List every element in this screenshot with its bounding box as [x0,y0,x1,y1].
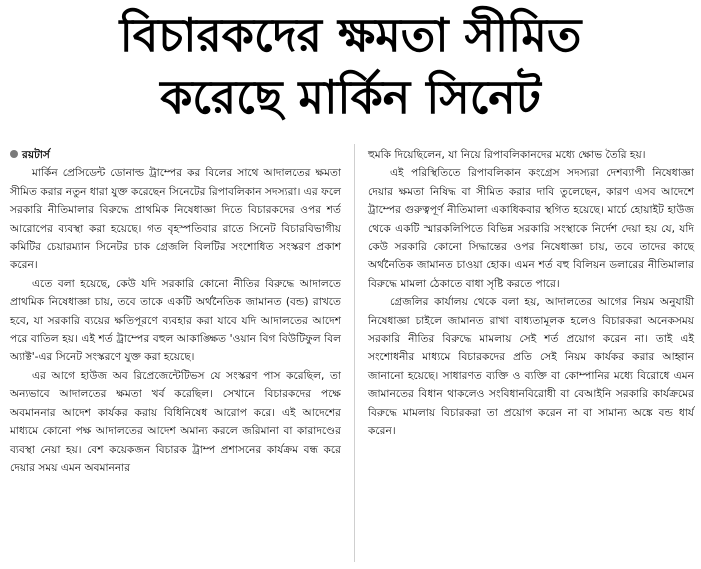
headline-line-2: করেছে মার্কিন সিনেট [160,70,541,124]
paragraph: গ্রেজলির কার্যালয় থেকে বলা হয়, আদালতের আগের নিয়ম অনুযায়ী নিষেধাজ্ঞা চাইলে জামানত রাখা বাধ্যতামূলক হলেও বিচারকরা অনেকসময় সরকারি নীতির বিরুদ্ধে মামলায় সেই শর্ত প্রয়োগ করেন না। তাই এই সংশোধনীর মাধ্যমে বিচারকদের প্রতি সেই নিয়ম কার্যকর করার আহ্বান জানানো হয়েছে। সাধারণত ব্যক্তি ও ব্যক্তি বা কোম্পানির মধ্যে বিরোধে এমন জামানতের বিধান থাকলেও সংবিধানবিরোধী বা বেআইনি সরকারি কার্যক্রমের বিরুদ্ধে মামলায় বিচারকরা তা প্রয়োগ করেন না বা সামান্য অঙ্কে বন্ড ধার্য করেন। [368,296,694,438]
byline [10,146,341,164]
bullet-icon [10,150,18,158]
left-column [10,146,341,477]
paragraph: এই পরিস্থিতিতে রিপাবলিকান কংগ্রেস সদস্যরা দেশব্যাপী নিষেধাজ্ঞা দেয়ার ক্ষমতা নিষিদ্ধ বা সীমিত করার দাবি তুলেছেন, কারণ এসব আদেশে ট্রাম্পের গুরুত্বপূর্ণ নীতিমালা একাধিকবার স্থগিত হয়েছে। মার্চে হোয়াইট হাউজ থেকে একটি স্মারকলিপিতে বিভিন্ন সরকারি সংস্থাকে নির্দেশ দেয়া হয় যে, যদি কেউ সরকারি কোনো সিদ্ধান্তের ওপর নিষেধাজ্ঞা চায়, তবে তাদের কাছে অর্থনৈতিক জামানত চাওয়া হোক। এমন শর্ত বহু বিলিয়ন ডলারের নীতিমালার বিরুদ্ধে মামলা ঠেকাতে বাধা সৃষ্টি করতে পারে। [368,167,694,290]
column-divider [354,144,355,562]
right-column [368,146,694,441]
paragraph: এর আগে হাউজ অব রিপ্রেজেন্টেটিভস যে সংস্করণ পাস করেছিল, তা অন্যভাবে আদালতের ক্ষমতা খর্ব করেছিল। সেখানে বিচারকদের পক্ষে অবমাননার আদেশ কার্যকর করায় বিধিনিষেধ আরোপ করে। এই আদেশের মাধ্যমে কোনো পক্ষ আদালতের আদেশ অমান্য করলে জরিমানা বা কারাদণ্ডের ব্যবস্থা নেয়া হয়। বেশ কয়েকজন বিচারক ট্রাম্প প্রশাসনের কার্যক্রম বন্ধ করে দেয়ার সময় এমন অবমাননার [10,369,341,474]
headline [0,4,701,128]
headline-line-1: বিচারকদের ক্ষমতা সীমিত [119,8,582,62]
paragraph: হুমকি দিয়েছিলেন, যা নিয়ে রিপাবলিকানদের মধ্যে ক্ষোভ তৈরি হয়। [368,149,646,161]
paragraph: মার্কিন প্রেসিডেন্ট ডোনাল্ড ট্রাম্পের কর বিলের সাথে আদালতের ক্ষমতা সীমিত করার নতুন ধারা যুক্ত করেছেন সিনেটের রিপাবলিকান সদস্যরা। এর ফলে সরকারি নীতিমালার বিরুদ্ধে প্রাথমিক নিষেধাজ্ঞা দিতে বিচারকদের ওপর শর্ত আরোপের ব্যবস্থা করা হয়েছে। গত বৃহস্পতিবার রাতে সিনেট বিচারবিভাগীয় কমিটির চেয়ারম্যান সিনেটর চাক গ্রেজলি বিলটির সংশোধিত সংস্করণ প্রকাশ করেন। [10,167,341,272]
paragraph: এতে বলা হয়েছে, কেউ যদি সরকারি কোনো নীতির বিরুদ্ধে আদালতে প্রাথমিক নিষেধাজ্ঞা চায়, তবে তাকে একটি অর্থনৈতিক জামানত (বন্ড) রাখতে হবে, যা সরকারি ব্যয়ের ক্ষতিপূরণে ব্যবহার করা যাবে যদি আদালতের আদেশ পরে বাতিল হয়। এই শর্ত ট্রাম্পের বহুল আকাঙ্ক্ষিত 'ওয়ান বিগ বিউটিফুল বিল অ্যাক্ট'-এর সিনেট সংস্করণে যুক্ত করা হয়েছে। [10,277,341,364]
byline-text: রয়টার্স [22,149,50,161]
